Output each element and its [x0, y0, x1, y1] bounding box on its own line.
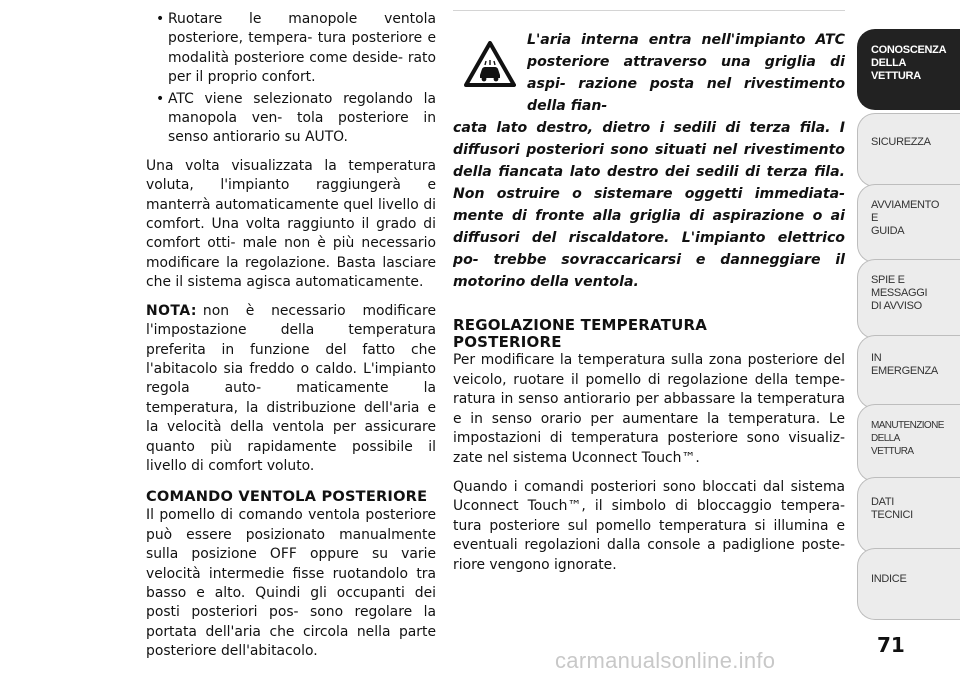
note-text: non è necessario modificare l'impostazione della temperatura preferita in funzione del fatto che l'abitacolo sia freddo o caldo. L'impianto regola auto- maticamente la temperatura, la distribuzione dell'aria e la velocità della ventola per assicurare quanto più rapidamente possibile il livello di comfort voluto.: [146, 302, 436, 474]
warning-triangle-car-icon: [464, 41, 516, 87]
page-number: 71: [877, 633, 905, 657]
bullet-icon: •: [156, 11, 165, 27]
warning-box: [453, 10, 845, 293]
section-heading-rear-fan: COMANDO VENTOLA POSTERIORE: [146, 488, 428, 506]
section-heading-rear-temp-line2: POSTERIORE: [453, 333, 562, 351]
list-item: [146, 90, 436, 148]
left-column: [146, 0, 436, 662]
bullet-icon: •: [156, 90, 165, 107]
right-column: [453, 0, 845, 576]
bullet-list: [146, 10, 436, 148]
tab-in-emergenza[interactable]: IN EMERGENZA: [857, 335, 960, 409]
paragraph-rear-lock: Quando i comandi posteriori sono bloccati dal sistema Uconnect Touch™, il simbolo di bloccaggio tempera- tura posteriore sul pomello temperatura si illumina e eventuali regolazioni dalla console a padiglione poste- riore vengono ignorate.: [453, 478, 845, 573]
tab-manutenzione-della-vettura[interactable]: MANUTENZIONE DELLA VETTURA: [857, 404, 960, 482]
note-label: NOTA:: [146, 302, 197, 319]
tab-spie-e-messaggi[interactable]: SPIE E MESSAGGI DI AVVISO: [857, 259, 960, 339]
tab-avviamento-e-guida[interactable]: AVVIAMENTO E GUIDA: [857, 184, 960, 263]
tab-conoscenza-della-vettura[interactable]: CONOSCENZA DELLA VETTURA: [857, 29, 960, 110]
warning-lead: L'aria interna entra nell'impianto ATC posteriore attraverso una griglia di aspi- razione posta nel rivestimento della fian-: [527, 32, 845, 114]
section-heading-rear-temp-line1: REGOLAZIONE TEMPERATURA: [453, 316, 708, 334]
watermark: carmanualsonline.info: [555, 648, 776, 673]
warning-rest: cata lato destro, dietro i sedili di terza fila. I diffusori posteriori sono situati nel rivestimento della fiancata lato destro dei sedili di terza fila. Non ostruire o sistemare oggetti immediata- mente di fronte alla griglia di aspirazione o ai diffusori del riscaldatore. L'impianto elettrico po- trebbe sovraccaricarsi e danneggiare il motorino della ventola.: [453, 120, 845, 290]
paragraph-rear-fan: Il pomello di comando ventola posteriore può essere posizionato manualmente sulla posizione OFF oppure su varie velocità intermedie fisse ruotandolo tra basso e alto. Quindi gli occupanti dei posti posteriori pos- sono regolare la portata dell'aria che circola nella parte posteriore dell'abitacolo.: [146, 507, 436, 660]
tab-indice[interactable]: INDICE: [857, 548, 960, 620]
rear-temp-section: [453, 317, 845, 576]
note-paragraph: [146, 302, 436, 477]
bullet-text: Ruotare le manopole ventola posteriore, tempera- tura posteriore e modalità posteriore come deside- rato per il proprio confort.: [168, 11, 436, 86]
tab-sicurezza[interactable]: SICUREZZA: [857, 113, 960, 187]
paragraph-comfort: Una volta visualizzata la temperatura voluta, l'impianto raggiungerà e manterrà automaticamente quel livello di comfort. Una volta raggiunto il grado di comfort otti- male non è più necessario modificare la regolazione. Basta lasciare che il sistema agisca automaticamente.: [146, 157, 436, 291]
tab-dati-tecnici[interactable]: DATI TECNICI: [857, 477, 960, 554]
list-item: [146, 10, 436, 88]
paragraph-rear-temp: Per modificare la temperatura sulla zona posteriore del veicolo, ruotare il pomello di regolazione della tempe- ratura in senso antiorario per abbassare la temperatura e in senso orario per aumentare la temperatura. Le impostazioni di temperatura posteriore sono visualiz- zate nel sistema Uconnect Touch™.: [453, 352, 845, 466]
chapter-sidebar: [857, 0, 960, 678]
bullet-text: ATC viene selezionato regolando la manopola ven- tola posteriore in senso antiorario su AUTO.: [168, 90, 436, 146]
